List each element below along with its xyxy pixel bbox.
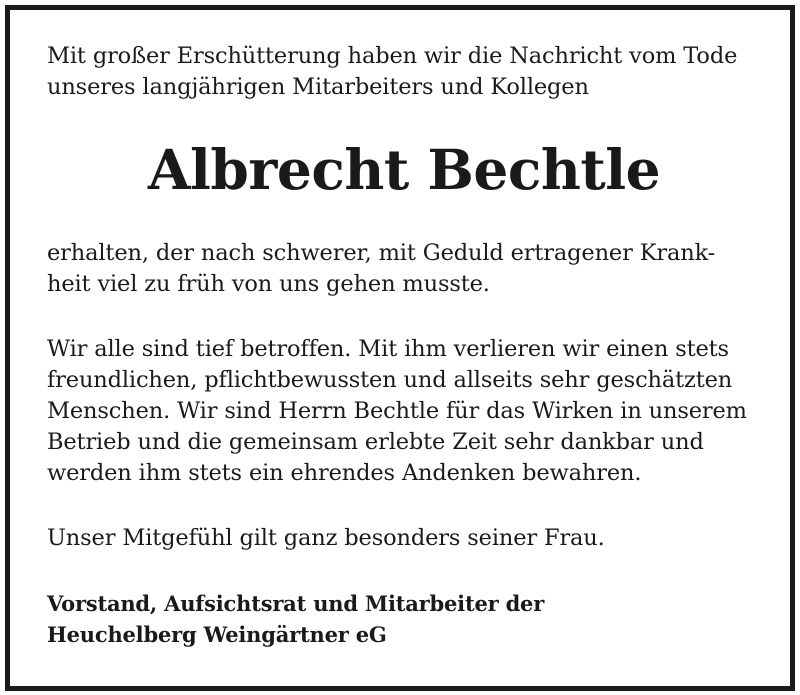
text-line: werden ihm stets ein ehrendes Andenken bewahren.	[47, 460, 642, 486]
intro-line: Mit großer Erschütterung haben wir die Nachricht vom Tode	[47, 43, 738, 69]
paragraph-illness	[47, 238, 767, 300]
signature-line: Heuchelberg Weingärtner eG	[47, 622, 387, 647]
deceased-name: Albrecht Bechtle	[147, 137, 661, 202]
obituary-content	[47, 41, 767, 650]
text-line: erhalten, der nach schwerer, mit Geduld ertragener Krank-	[47, 240, 716, 266]
intro-paragraph	[47, 41, 767, 103]
signature-block	[47, 588, 767, 650]
text-line: Wir alle sind tief betroffen. Mit ihm verlieren wir einen stets	[47, 336, 729, 362]
paragraph-tribute	[47, 334, 767, 489]
signature-line: Vorstand, Aufsichtsrat und Mitarbeiter der	[47, 591, 545, 616]
obituary-notice-frame	[5, 5, 795, 691]
text-line: Menschen. Wir sind Herrn Bechtle für das Wirken in unserem	[47, 398, 747, 424]
text-line: Betrieb und die gemeinsam erlebte Zeit sehr dankbar und	[47, 429, 704, 455]
paragraph-condolence	[47, 523, 767, 554]
text-line: freundlichen, pflichtbewussten und allseits sehr geschätzten	[47, 367, 733, 393]
text-line: Unser Mitgefühl gilt ganz besonders seiner Frau.	[47, 525, 605, 551]
intro-line: unseres langjährigen Mitarbeiters und Kollegen	[47, 74, 589, 100]
text-line: heit viel zu früh von uns gehen musste.	[47, 271, 490, 297]
